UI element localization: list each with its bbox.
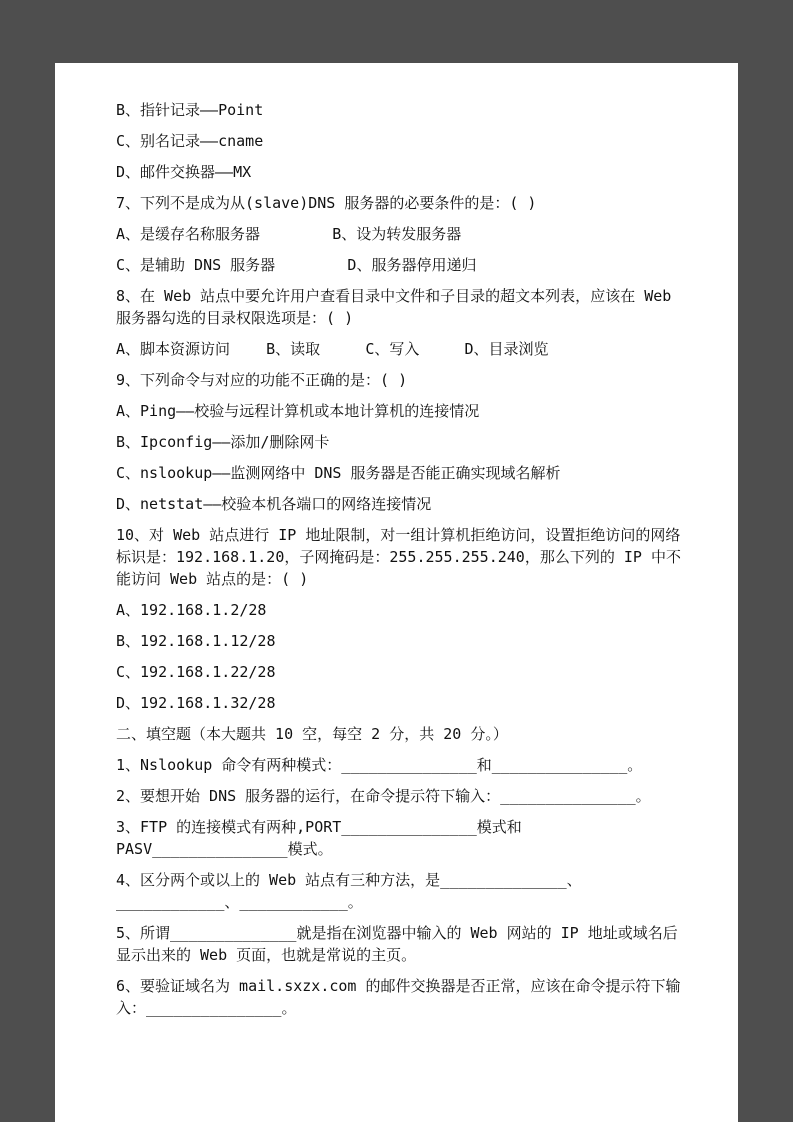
text-line: 3、FTP 的连接模式有两种,PORT_______________模式和 PASV_______________模式。: [116, 818, 531, 858]
text-line: C、nslookup——监测网络中 DNS 服务器是否能正确实现域名解析: [116, 464, 561, 482]
text-line: B、Ipconfig——添加/删除网卡: [116, 433, 330, 451]
text-line: 7、下列不是成为从(slave)DNS 服务器的必要条件的是：( ): [116, 194, 537, 212]
text-line: 2、要想开始 DNS 服务器的运行，在命令提示符下输入：_______________。: [116, 787, 651, 805]
document-page: [55, 63, 738, 1122]
text-line: 10、对 Web 站点进行 IP 地址限制，对一组计算机拒绝访问，设置拒绝访问的网络标识是：192.168.1.20，子网掩码是：255.255.255.240，那么下列的 IP 中不能访问 Web 站点的是：( ): [116, 526, 681, 588]
text-line: 8、在 Web 站点中要允许用户查看目录中文件和子目录的超文本列表，应该在 Web 服务器勾选的目录权限选项是：( ): [116, 287, 681, 327]
text-line: 5、所谓______________就是指在浏览器中输入的 Web 网站的 IP 地址或域名后显示出来的 Web 页面，也就是常说的主页。: [116, 924, 678, 964]
text-line: D、192.168.1.32/28: [116, 694, 276, 712]
text-line: 二、填空题（本大题共 10 空，每空 2 分，共 20 分。）: [116, 725, 508, 743]
text-line: A、192.168.1.2/28: [116, 601, 267, 619]
text-line: A、是缓存名称服务器 B、设为转发服务器: [116, 225, 462, 243]
text-line: A、脚本资源访问 B、读取 C、写入 D、目录浏览: [116, 340, 549, 358]
text-line: B、指针记录——Point: [116, 101, 264, 119]
text-line: 9、下列命令与对应的功能不正确的是：( ): [116, 371, 408, 389]
text-line: 1、Nslookup 命令有两种模式：_______________和_______________。: [116, 756, 643, 774]
text-line: B、192.168.1.12/28: [116, 632, 276, 650]
text-line: 6、要验证域名为 mail.sxzx.com 的邮件交换器是否正常，应该在命令提示符下输入：_______________。: [116, 977, 681, 1017]
document-content: [116, 99, 681, 1019]
text-line: D、netstat——校验本机各端口的网络连接情况: [116, 495, 432, 513]
text-line: 4、区分两个或以上的 Web 站点有三种方法，是______________、____________、____________。: [116, 871, 582, 911]
text-line: A、Ping——校验与远程计算机或本地计算机的连接情况: [116, 402, 480, 420]
text-line: C、192.168.1.22/28: [116, 663, 276, 681]
text-line: C、别名记录——cname: [116, 132, 264, 150]
text-line: D、邮件交换器——MX: [116, 163, 252, 181]
text-line: C、是辅助 DNS 服务器 D、服务器停用递归: [116, 256, 477, 274]
